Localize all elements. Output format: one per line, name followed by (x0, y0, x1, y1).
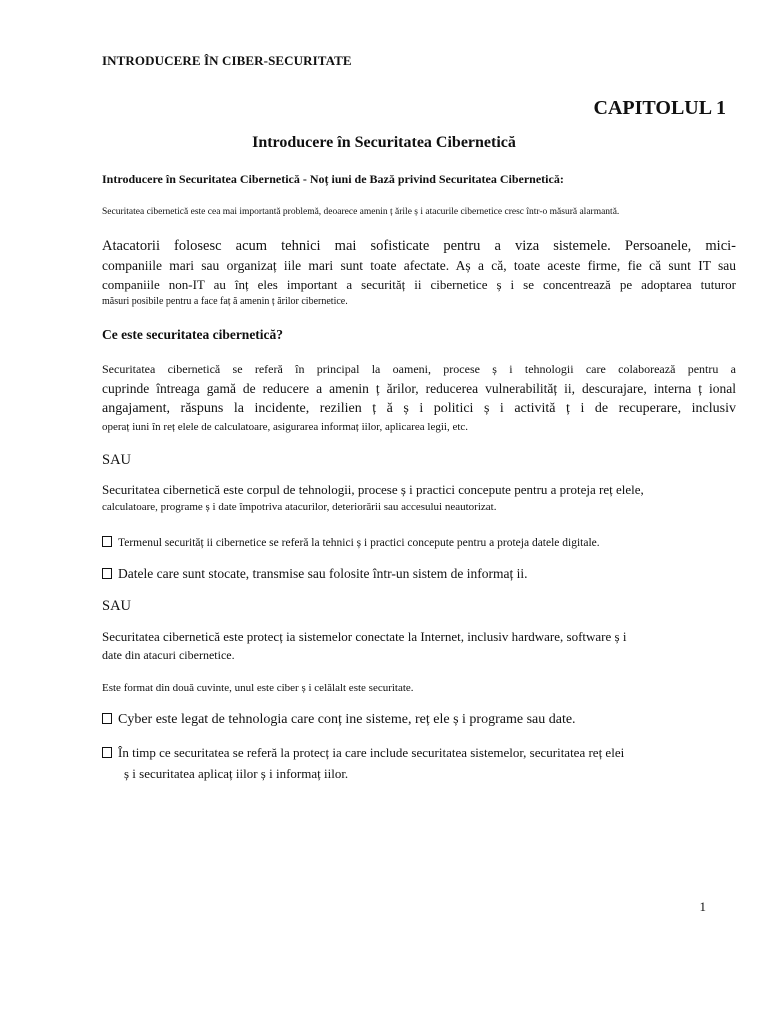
bullet-text: Termenul securităț ii cibernetice se referă la tehnici ș i practici concepute pentru a proteja datele digitale. (118, 537, 600, 549)
bullet-text: Cyber este legat de tehnologia care conț ine sisteme, reț ele ș i programe sau date. (118, 712, 576, 727)
running-header: INTRODUCERE ÎN CIBER-SECURITATE (102, 53, 352, 68)
section-heading: Ce este securitatea cibernetică? (102, 327, 284, 342)
bullet-item (102, 745, 624, 761)
chapter-title: Introducere în Securitatea Cibernetică (252, 134, 516, 151)
paragraph-line: date din atacuri cibernetice. (102, 648, 235, 662)
attackers-paragraph (102, 238, 736, 312)
section-subtitle: Introducere în Securitatea Cibernetică - Noț iuni de Bază privind Securitatea Cibernetică: (102, 172, 564, 186)
paragraph-line: Atacatorii folosesc acum tehnici mai sofisticate pentru a viza sistemele. Persoanele, mici- (102, 238, 736, 254)
checkbox-bullet-icon (102, 713, 112, 724)
paragraph-line: calculatoare, programe ș i date împotriva atacurilor, deteriorării sau accesului neautorizat. (102, 501, 497, 513)
paragraph-line: companiile mari sau organizaț iile mari sunt toate afectate. Aș a că, toate aceste firme, fie că sunt IT sau (102, 258, 736, 273)
bullet-continuation: ș i securitatea aplicaț iilor ș i informaț iilor. (124, 766, 349, 781)
bullet-item (102, 712, 576, 728)
paragraph-line: Securitatea cibernetică este protecț ia sistemelor conectate la Internet, inclusiv hardware, software ș i (102, 629, 627, 644)
corpus-paragraph (102, 482, 736, 517)
paragraph-line: Securitatea cibernetică este corpul de tehnologii, procese ș i practici concepute pentru a proteja reț elele, (102, 482, 644, 497)
bullet-text: În timp ce securitatea se referă la protecț ia care include securitatea sistemelor, securitatea reț elei (118, 745, 625, 760)
paragraph-line: cuprinde întreaga gamă de reducere a amenin ț ărilor, reducerea vulnerabilităț ii, descurajare, interna ț ional (102, 381, 736, 396)
paragraph-line: Securitatea cibernetică se referă în principal la oameni, procese ș i tehnologii care colaborează pentru a (102, 362, 736, 376)
sau-label: SAU (102, 452, 132, 468)
paragraph-line: companiile non-IT au înț eles important a securităț ii cibernetice ș i se concentrează pe adoptarea tuturor (102, 277, 736, 292)
checkbox-bullet-icon (102, 568, 112, 579)
bullet-text: Datele care sunt stocate, transmise sau folosite într-un sistem de informaț ii. (118, 566, 528, 581)
chapter-label: CAPITOLUL 1 (593, 97, 726, 119)
bullet-item (102, 536, 600, 549)
words-paragraph: Este format din două cuvinte, unul este ciber ș i celălalt este securitate. (102, 682, 414, 694)
paragraph-line: măsuri posibile pentru a face faț ă amenin ț ărilor cibernetice. (102, 296, 348, 307)
sau-label: SAU (102, 598, 132, 614)
paragraph-line: operaț iuni în reț elele de calculatoare, asigurarea informaț iilor, aplicarea legii, etc. (102, 421, 469, 433)
paragraph-line: angajament, răspuns la incidente, rezilien ț ă ș i politici ș i activită ț i de recuperare, inclusiv (102, 401, 736, 416)
protection-paragraph (102, 629, 736, 666)
page-number: 1 (699, 899, 706, 914)
checkbox-bullet-icon (102, 536, 112, 547)
definition-paragraph (102, 362, 736, 437)
bullet-item (102, 566, 528, 582)
checkbox-bullet-icon (102, 747, 112, 758)
intro-paragraph: Securitatea cibernetică este cea mai importantă problemă, deoarece amenin ț ările ș i atacurile cibernetice cresc într-o măsură alarmantă. (102, 207, 620, 217)
